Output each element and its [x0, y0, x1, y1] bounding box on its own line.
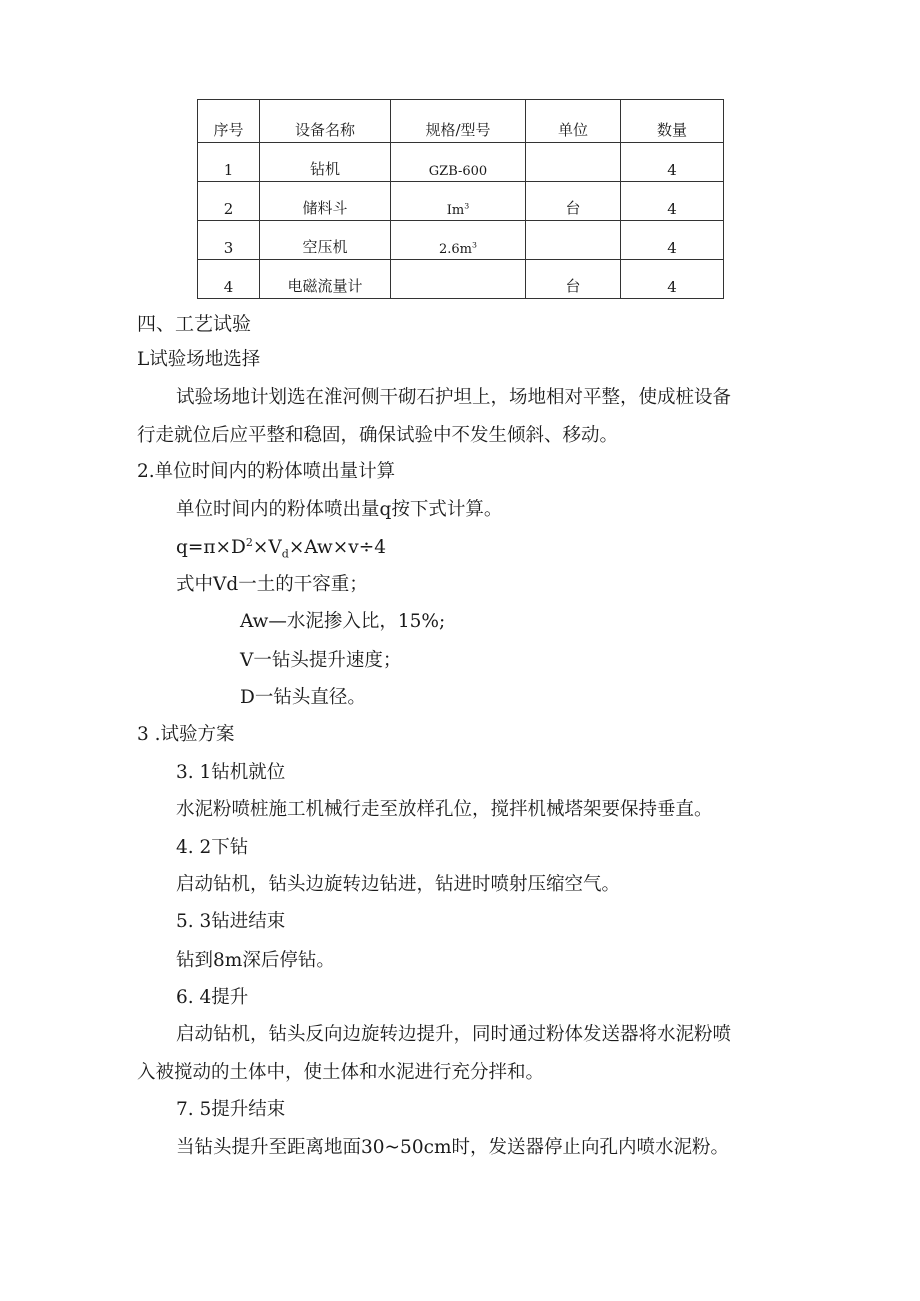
header-no: 序号	[198, 100, 260, 143]
formula-part: ×V	[252, 537, 282, 558]
cell-qty: 4	[621, 182, 724, 221]
cell-name: 钻机	[260, 143, 391, 182]
paragraph: 行走就位后应平整和稳固，确保试验中不发生倾斜、移动。	[137, 425, 619, 446]
subsection-title-site: L试验场地选择	[137, 349, 261, 370]
equipment-table	[197, 99, 724, 299]
definition-line: 式中Vd一土的干容重；	[176, 574, 368, 595]
definition-line: Aw—水泥掺入比，15%;	[240, 611, 446, 632]
step-title: 6. 4提升	[176, 987, 249, 1008]
cell-spec	[391, 221, 526, 260]
step-title: 4. 2下钻	[176, 837, 249, 858]
subsection-title-plan: 3 .试验方案	[137, 724, 235, 745]
table-row	[198, 260, 724, 299]
header-name: 设备名称	[260, 100, 391, 143]
definition-line: V一钻头提升速度；	[240, 650, 402, 671]
step-text: 入被搅动的土体中，使土体和水泥进行充分拌和。	[137, 1062, 545, 1083]
definition-line: D一钻头直径。	[240, 687, 366, 708]
step-text: 启动钻机，钻头边旋转边钻进，钻进时喷射压缩空气。	[176, 874, 621, 895]
cell-no: 1	[198, 143, 260, 182]
subsection-title-calc: 2.单位时间内的粉体喷出量计算	[137, 461, 396, 482]
cell-qty: 4	[621, 143, 724, 182]
paragraph: 试验场地计划选在淮河侧干砌石护坦上，场地相对平整，使成桩设备	[176, 387, 732, 408]
cell-no: 4	[198, 260, 260, 299]
table-row	[198, 221, 724, 260]
header-qty: 数量	[621, 100, 724, 143]
cell-qty: 4	[621, 221, 724, 260]
cell-no: 2	[198, 182, 260, 221]
spec-sup: 3	[464, 201, 470, 211]
cell-name: 电磁流量计	[260, 260, 391, 299]
table-row	[198, 143, 724, 182]
cell-unit: 台	[526, 182, 621, 221]
spec-sup: 3	[472, 240, 477, 250]
cell-spec	[391, 182, 526, 221]
table-header-row	[198, 100, 724, 143]
formula-part: ×Aw×v÷4	[288, 537, 386, 558]
cell-spec	[391, 260, 526, 299]
spec-base: Im	[446, 203, 465, 218]
step-title: 3. 1钻机就位	[176, 762, 286, 783]
formula	[176, 535, 386, 561]
cell-unit	[526, 221, 621, 260]
table-row	[198, 182, 724, 221]
step-title: 5. 3钻进结束	[176, 911, 286, 932]
formula-part: q=π×D	[176, 537, 246, 558]
cell-unit	[526, 143, 621, 182]
section-title: 四、工艺试验	[137, 313, 252, 335]
step-text: 当钻头提升至距离地面30~50cm时，发送器停止向孔内喷水泥粉。	[176, 1137, 729, 1158]
cell-qty: 4	[621, 260, 724, 299]
cell-name: 储料斗	[260, 182, 391, 221]
formula-sub: d	[281, 547, 289, 561]
header-spec: 规格/型号	[391, 100, 526, 143]
paragraph: 单位时间内的粉体喷出量q按下式计算。	[176, 499, 503, 520]
cell-name: 空压机	[260, 221, 391, 260]
step-text: 水泥粉喷桩施工机械行走至放样孔位，搅拌机械塔架要保持垂直。	[176, 799, 713, 820]
step-text: 钻到8m深后停钻。	[176, 950, 335, 971]
cell-spec: GZB-600	[391, 143, 526, 182]
header-unit: 单位	[526, 100, 621, 143]
step-text: 启动钻机，钻头反向边旋转边提升，同时通过粉体发送器将水泥粉喷	[176, 1024, 732, 1045]
cell-unit: 台	[526, 260, 621, 299]
cell-no: 3	[198, 221, 260, 260]
formula-sup: 2	[245, 535, 253, 549]
step-title: 7. 5提升结束	[176, 1099, 286, 1120]
spec-base: 2.6m	[439, 242, 473, 257]
